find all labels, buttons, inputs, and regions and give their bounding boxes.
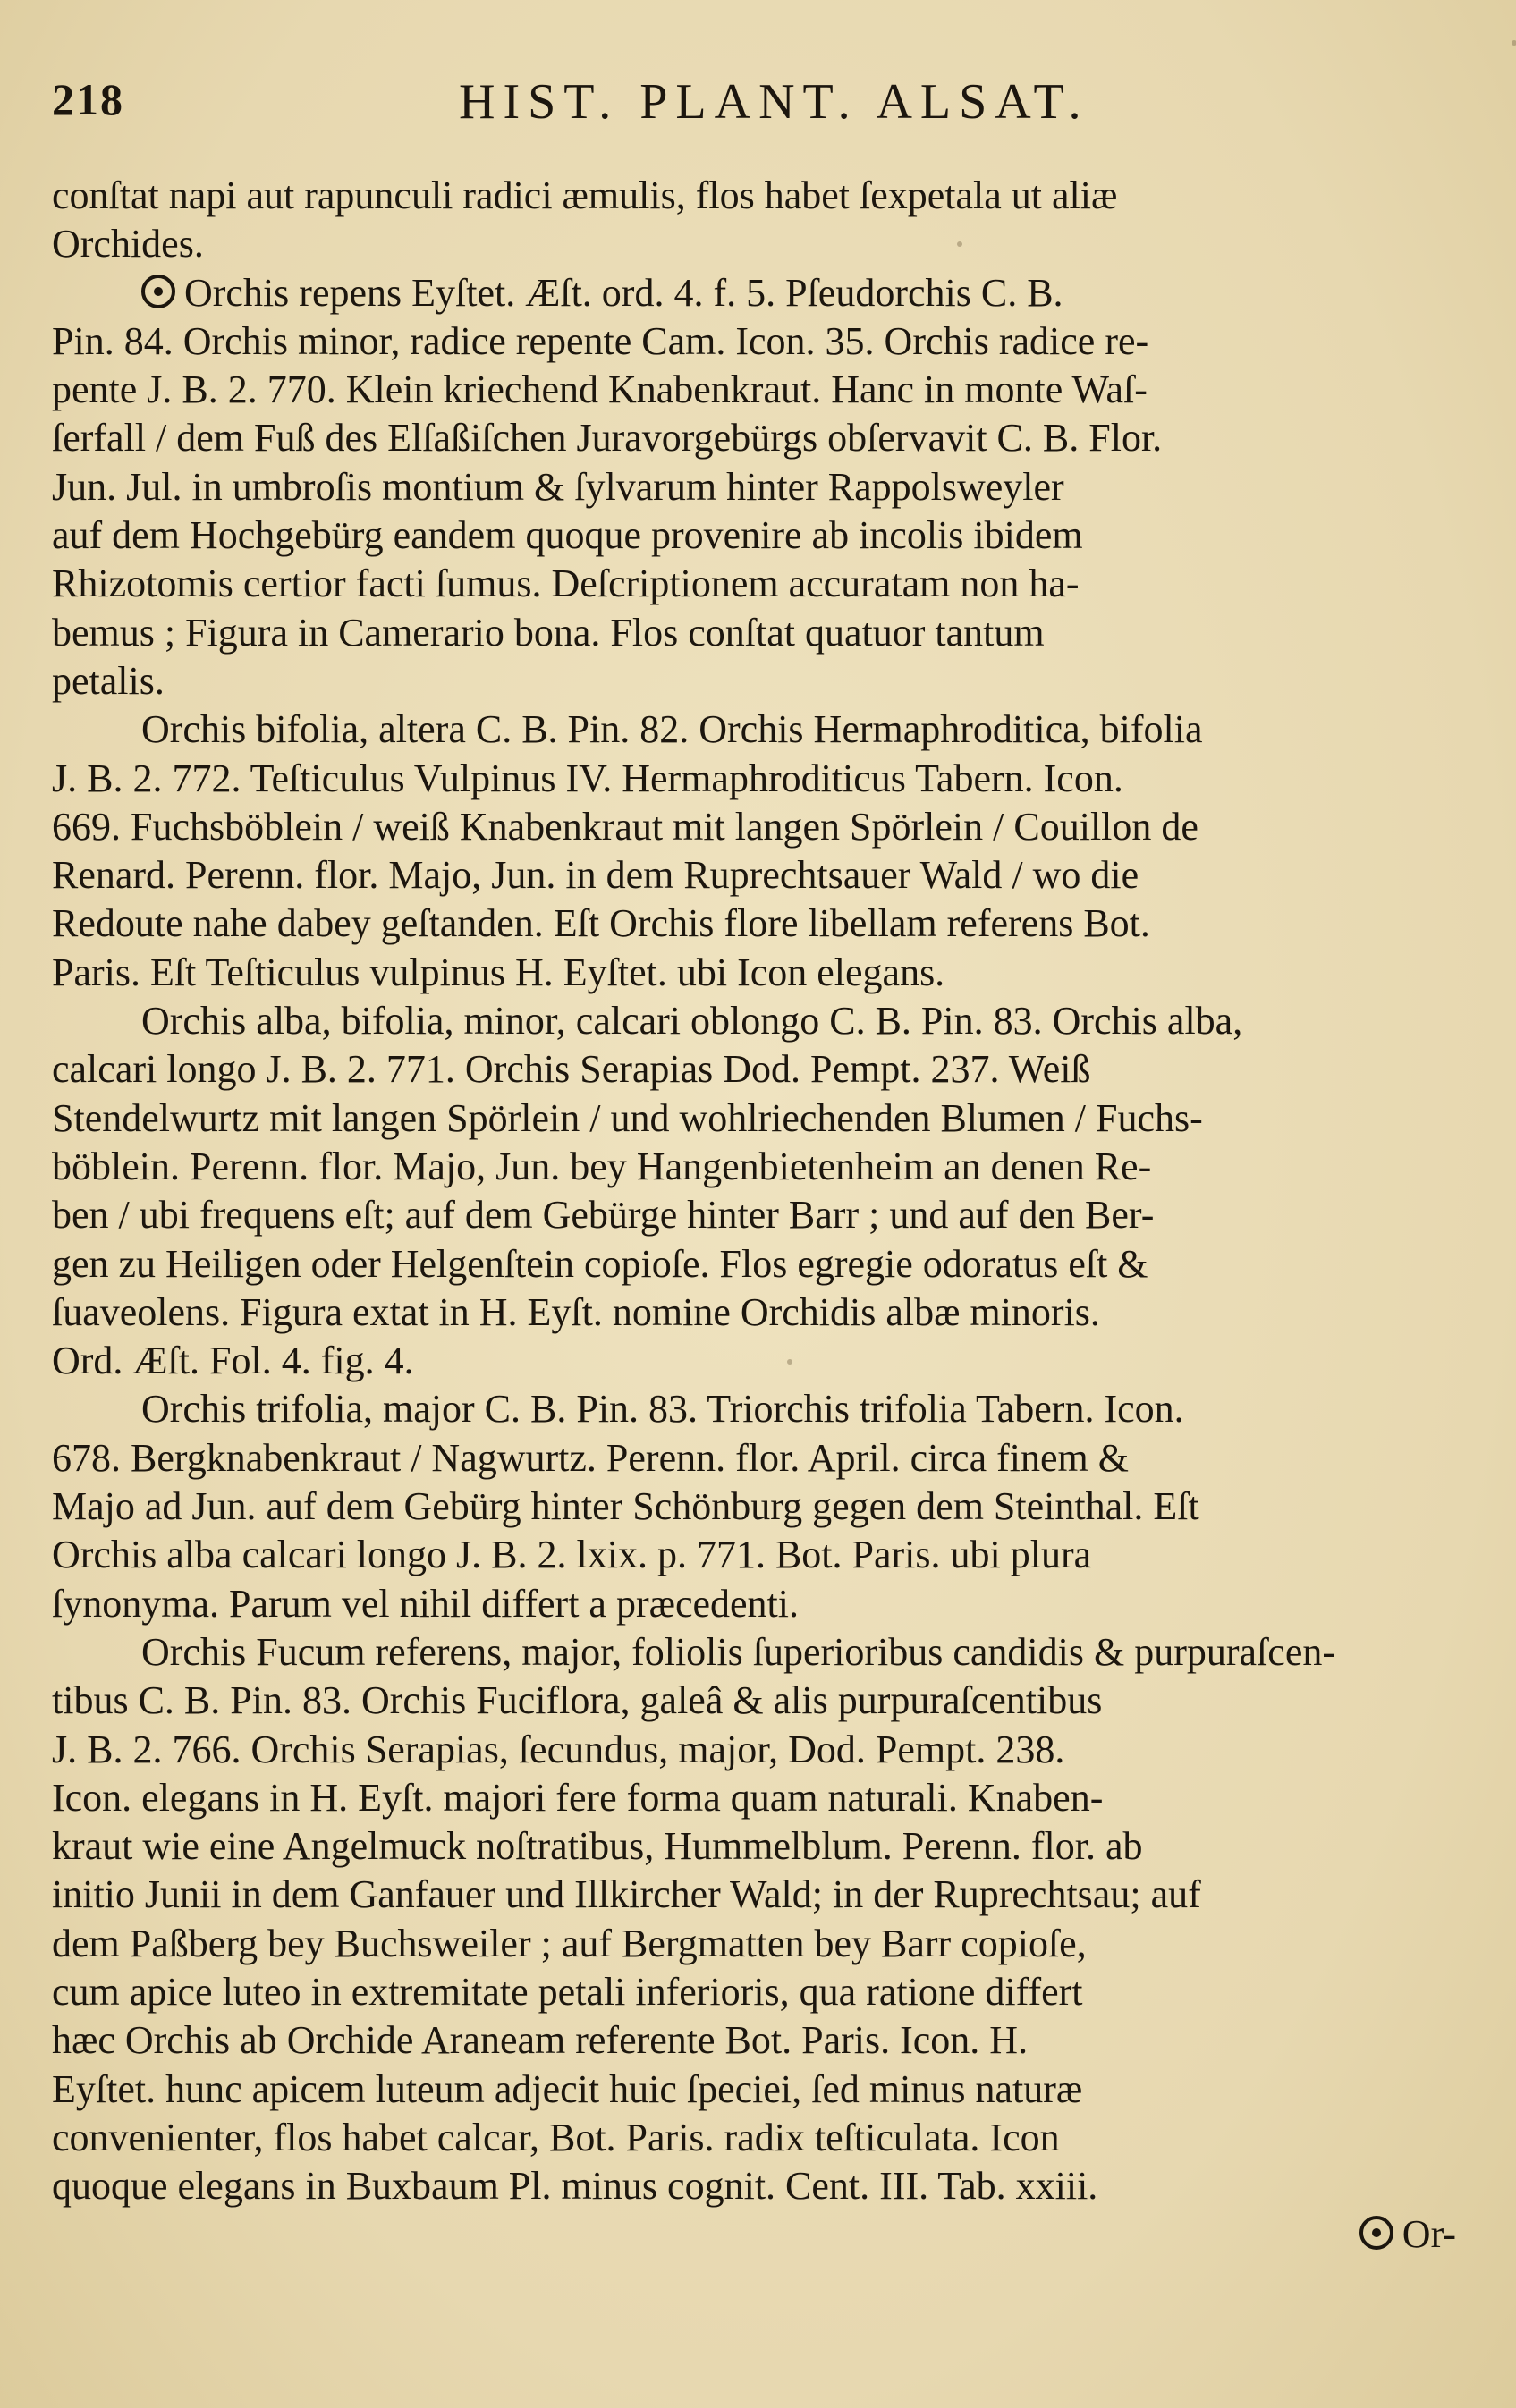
entry-start-line: Orchis bifolia, altera C. B. Pin. 82. Orchis Hermaphroditica, bifolia (141, 707, 1203, 752)
text-line: ſuaveolens. Figura extat in H. Eyſt. nomine Orchidis albæ minoris. (52, 1289, 1100, 1334)
catchword-line (52, 2210, 1465, 2259)
text-line: quoque elegans in Buxbaum Pl. minus cognit. Cent. III. Tab. xxiii. (52, 2164, 1098, 2209)
text-line: tibus C. B. Pin. 83. Orchis Fuciflora, galeâ & alis purpuraſcentibus (52, 1678, 1103, 1723)
text-line: J. B. 2. 766. Orchis Serapias, ſecundus, major, Dod. Pempt. 238. (52, 1727, 1065, 1771)
text-line: auf dem Hochgebürg eandem quoque provenire ab incolis ibidem (52, 513, 1083, 558)
text-line: bemus ; Figura in Camerario bona. Flos conſtat quatuor tantum (52, 610, 1045, 655)
running-head: HIST. PLANT. ALSAT. (459, 74, 1089, 130)
text-line: Orchis alba calcari longo J. B. 2. lxix. p. 771. Bot. Paris. ubi plura (52, 1533, 1092, 1577)
paper-speck (1512, 40, 1516, 46)
catchword: Or- (1402, 2212, 1456, 2257)
text-line: Ord. Æſt. Fol. 4. fig. 4. (52, 1339, 414, 1383)
text-line: petalis. (52, 658, 165, 703)
text-line: ben / ubi frequens eſt; auf dem Gebürge hinter Barr ; und auf den Ber- (52, 1193, 1155, 1238)
text-line: dem Paßberg bey Buchsweiler ; auf Bergmatten bey Barr copioſe, (52, 1921, 1087, 1965)
text-line: ſerfall / dem Fuß des Elſaßiſchen Juravorgebürgs obſervavit C. B. Flor. (52, 416, 1163, 460)
text-line: initio Junii in dem Ganfauer und Illkircher Wald; in der Ruprechtsau; auf (52, 1872, 1201, 1917)
paper-speck (787, 1359, 792, 1365)
text-line: 669. Fuchsböblein / weiß Knabenkraut mit langen Spörlein / Couillon de (52, 804, 1198, 849)
entry-start-line: Orchis Fucum referens, major, foliolis ſuperioribus candidis & purpuraſcen- (141, 1629, 1335, 1674)
text-line: Jun. Jul. in umbroſis montium & ſylvarum hinter Rappolsweyler (52, 464, 1064, 509)
text-line: conſtat napi aut rapunculi radici æmulis, flos habet ſexpetala ut aliæ (52, 173, 1118, 217)
text-line: 678. Bergknabenkraut / Nagwurtz. Perenn. flor. April. circa finem & (52, 1435, 1129, 1480)
text-line: kraut wie eine Angelmuck noſtratibus, Hummelblum. Perenn. flor. ab (52, 1824, 1143, 1869)
page-header (52, 73, 1474, 145)
perennial-symbol-icon (1359, 2216, 1393, 2250)
text-line: pente J. B. 2. 770. Klein kriechend Knabenkraut. Hanc in monte Waſ- (52, 368, 1148, 412)
entry-start-line: Orchis trifolia, major C. B. Pin. 83. Triorchis trifolia Tabern. Icon. (141, 1387, 1184, 1432)
page-number: 218 (52, 74, 124, 124)
text-line: J. B. 2. 772. Teſticulus Vulpinus IV. Hermaphroditicus Tabern. Icon. (52, 756, 1123, 800)
text-line: convenienter, flos habet calcar, Bot. Paris. radix teſticulata. Icon (52, 2115, 1060, 2159)
text-line: Eyſtet. hunc apicem luteum adjecit huic ſpeciei, ſed minus naturæ (52, 2066, 1083, 2111)
text-line: Icon. elegans in H. Eyſt. majori fere forma quam naturali. Knaben- (52, 1775, 1104, 1820)
text-line: böblein. Perenn. flor. Majo, Jun. bey Hangenbietenheim an denen Re- (52, 1144, 1152, 1188)
text-line: Redoute nahe dabey geſtanden. Eſt Orchis flore libellam referens Bot. (52, 901, 1150, 946)
page-body (52, 172, 1465, 2260)
perennial-symbol-icon (141, 275, 175, 308)
text-line: hæc Orchis ab Orchide Araneam referente Bot. Paris. Icon. H. (52, 2018, 1029, 2063)
text-line: ſynonyma. Parum vel nihil differt a præcedenti. (52, 1581, 799, 1626)
paper-speck (957, 241, 962, 247)
text-line: Rhizotomis certior facti ſumus. Deſcriptionem accuratam non ha- (52, 562, 1080, 606)
text-line: Orchides. (52, 222, 204, 266)
entry-start-line: Orchis repens Eyſtet. Æſt. ord. 4. f. 5. Pſeudorchis C. B. (52, 269, 1465, 317)
text-line: Majo ad Jun. auf dem Gebürg hinter Schönburg gegen dem Steinthal. Eſt (52, 1484, 1199, 1529)
text-line: cum apice luteo in extremitate petali inferioris, qua ratione differt (52, 1969, 1083, 2014)
text-line: Paris. Eſt Teſticulus vulpinus H. Eyſtet. ubi Icon elegans. (52, 950, 945, 994)
text-line: gen zu Heiligen oder Helgenſtein copioſe. Flos egregie odoratus eſt & (52, 1241, 1148, 1286)
entry-start-line: Orchis alba, bifolia, minor, calcari oblongo C. B. Pin. 83. Orchis alba, (141, 999, 1243, 1043)
text-line: calcari longo J. B. 2. 771. Orchis Serapias Dod. Pempt. 237. Weiß (52, 1047, 1091, 1092)
text-line: Renard. Perenn. flor. Majo, Jun. in dem Ruprechtsauer Wald / wo die (52, 853, 1139, 898)
text-line: Pin. 84. Orchis minor, radice repente Cam. Icon. 35. Orchis radice re- (52, 318, 1149, 363)
text-line: Stendelwurtz mit langen Spörlein / und wohlriechenden Blumen / Fuchs- (52, 1095, 1203, 1140)
